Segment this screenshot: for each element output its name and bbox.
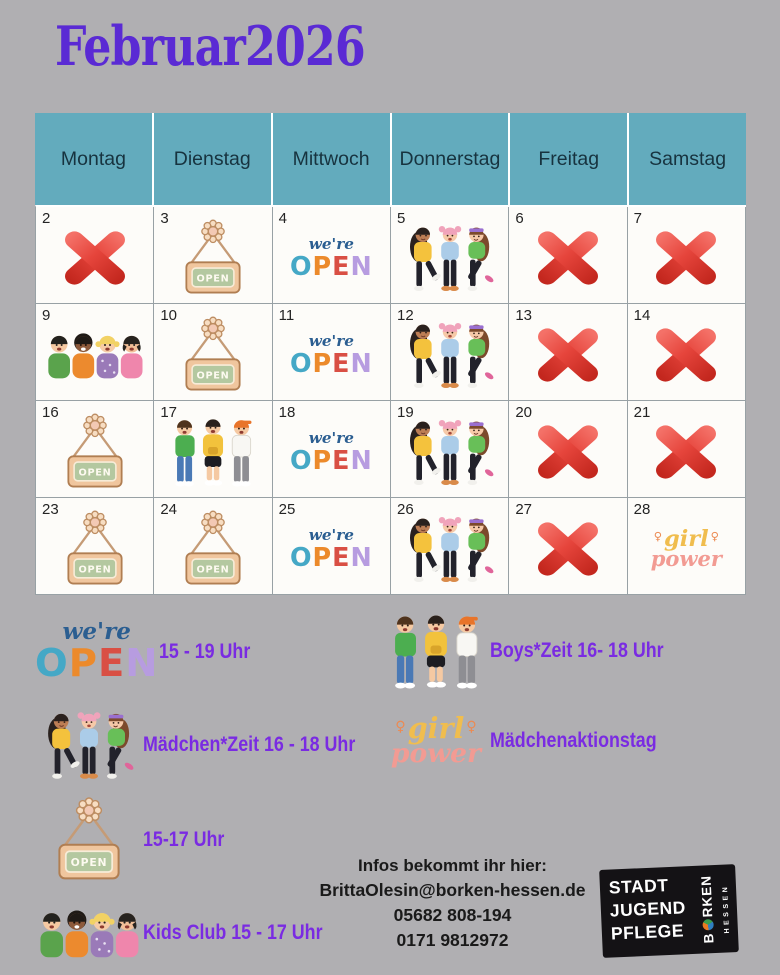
page-title: Februar2026 [55,14,365,78]
date-number: 20 [515,404,533,421]
legend-right-column [382,604,694,784]
calendar-cell-7 [628,207,746,304]
legend-label: Kids Club 15 - 17 Uhr [143,921,323,944]
legend-icon-area [35,797,143,883]
boys-group-icon [167,413,259,491]
date-number: 17 [160,404,178,421]
girl-power-icon: ♀girl ♀ power [390,711,482,770]
calendar-cell-17 [154,401,272,498]
date-number: 5 [397,210,406,227]
calendar-cell-12 [391,304,509,401]
were-open-icon: we're OPEN [35,618,159,687]
cell-icon-area [533,227,603,289]
calendar-cell-11 [273,304,391,401]
legend-item-girl-power [382,698,694,784]
kids-group-icon [45,328,145,382]
girls-group-icon [406,413,494,491]
cell-icon-area [177,510,249,588]
legend-item-girls-group [35,698,393,792]
calendar-cell-10 [154,304,272,401]
date-number: 19 [397,404,414,421]
cell-icon-area [289,525,373,572]
open-sign-icon [59,510,131,588]
cell-icon-area [45,328,145,382]
open-sign-icon [59,413,131,491]
date-number: 18 [278,404,296,421]
open-sign-icon [177,316,249,394]
calendar-cell-27 [509,498,627,595]
svg-text:OPEN: OPEN [78,564,112,576]
day-header-dienstag: Dienstag [154,113,271,205]
contact-block [265,856,640,955]
cell-icon-area [651,421,721,483]
cell-icon-area [406,413,494,491]
open-sign-icon [177,219,249,297]
boys-group-icon [386,609,486,693]
logo-o-dot [702,919,713,930]
closed-x-icon [533,421,603,483]
logo-line-jugend: JUGEND [609,897,687,921]
date-number: 23 [42,501,59,518]
svg-text:OPEN: OPEN [196,370,230,382]
legend-label: Mädchenaktionstag [490,729,657,752]
were-open-icon: we're OPEN [289,428,373,475]
legend-label: 15 - 19 Uhr [158,640,250,663]
girl-power-icon: ♀girl ♀ power [650,525,722,572]
date-number: 9 [42,307,51,324]
date-number: 24 [160,501,178,518]
calendar-cell-19 [391,401,509,498]
day-header-montag: Montag [35,113,152,205]
calendar-cell-9 [36,304,154,401]
calendar-cell-5 [391,207,509,304]
day-header-samstag: Samstag [629,113,746,205]
calendar-cell-16 [36,401,154,498]
logo-hessen-vertical: HESSEN [721,883,732,934]
svg-text:OPEN: OPEN [196,564,230,576]
kids-group-icon [37,905,141,961]
calendar-cell-28 [628,498,746,595]
cell-icon-area [533,518,603,580]
day-header-mittwoch: Mittwoch [273,113,390,205]
date-number: 7 [633,210,642,227]
legend-icon-area [35,704,143,786]
cell-icon-area [651,324,721,386]
open-sign-icon [177,510,249,588]
date-number: 6 [515,210,524,227]
girls-group-icon [406,316,494,394]
girls-group-icon [406,219,494,297]
svg-text:OPEN: OPEN [196,273,230,285]
date-number: 11 [278,307,295,324]
day-header-freitag: Freitag [510,113,627,205]
cell-icon-area [406,510,494,588]
date-number: 26 [397,501,414,518]
date-number: 25 [278,501,296,518]
date-number: 4 [278,210,287,227]
girls-group-icon [406,510,494,588]
closed-x-icon [533,324,603,386]
calendar-cell-3 [154,207,272,304]
calendar-cell-6 [509,207,627,304]
calendar-header-row [35,113,746,205]
contact-heading: Infos bekommt ihr hier: [358,856,547,875]
legend-icon-area [382,711,490,770]
date-number: 27 [515,501,533,518]
calendar-cell-24 [154,498,272,595]
cell-icon-area [59,510,131,588]
calendar-cell-25 [273,498,391,595]
cell-icon-area [167,413,259,491]
legend-icon-area [35,905,143,961]
stadtjugendpflege-logo [599,864,739,958]
were-open-icon: we're OPEN [289,525,373,572]
calendar-cell-23 [36,498,154,595]
calendar-cell-2 [36,207,154,304]
calendar-cell-14 [628,304,746,401]
calendar-body [35,205,746,595]
closed-x-icon [651,227,721,289]
logo-text [608,873,687,946]
cell-icon-area [289,331,373,378]
date-number: 28 [633,501,651,518]
cell-icon-area [289,234,373,281]
logo-line-stadt: STADT [608,875,669,898]
closed-x-icon [651,421,721,483]
svg-text:OPEN: OPEN [78,467,112,479]
legend-item-were-open [35,606,393,698]
logo-borken-vertical: B RKEN [698,875,717,944]
legend-item-boys-group [382,604,694,698]
date-number: 16 [42,404,59,421]
legend-icon-area [35,618,159,687]
calendar-cell-18 [273,401,391,498]
closed-x-icon [533,227,603,289]
legend-label: Boys*Zeit 16- 18 Uhr [490,639,664,662]
date-number: 2 [42,210,51,227]
cell-icon-area [406,219,494,297]
contact-phone-2: 0171 9812972 [396,930,509,950]
cell-icon-area [60,227,130,289]
were-open-icon: we're OPEN [289,234,373,281]
calendar-cell-20 [509,401,627,498]
cell-icon-area [289,428,373,475]
calendar-cell-26 [391,498,509,595]
closed-x-icon [533,518,603,580]
date-number: 12 [397,307,414,324]
closed-x-icon [651,324,721,386]
cell-icon-area [651,227,721,289]
cell-icon-area [533,421,603,483]
calendar-cell-21 [628,401,746,498]
day-header-donnerstag: Donnerstag [392,113,509,205]
legend-label: Mädchen*Zeit 16 - 18 Uhr [143,733,356,756]
contact-email: BrittaOlesin@borken-hessen.de [319,880,586,900]
contact-phone-1: 05682 808-194 [393,905,512,925]
legend-icon-area [382,609,490,693]
legend-label: 15-17 Uhr [143,828,225,851]
date-number: 13 [515,307,533,324]
date-number: 3 [160,210,169,227]
cell-icon-area [177,316,249,394]
cell-icon-area [533,324,603,386]
date-number: 21 [633,404,651,421]
calendar-table [35,113,746,595]
girls-group-icon [44,704,134,786]
calendar-cell-4 [273,207,391,304]
closed-x-icon [60,227,130,289]
cell-icon-area [406,316,494,394]
were-open-icon: we're OPEN [289,331,373,378]
logo-line-pflege: PFLEGE [610,920,685,944]
cell-icon-area [177,219,249,297]
date-number: 10 [160,307,178,324]
cell-icon-area [650,525,722,572]
calendar-cell-13 [509,304,627,401]
open-sign-icon [49,797,129,883]
cell-icon-area [59,413,131,491]
date-number: 14 [633,307,651,324]
svg-text:OPEN: OPEN [70,856,108,869]
